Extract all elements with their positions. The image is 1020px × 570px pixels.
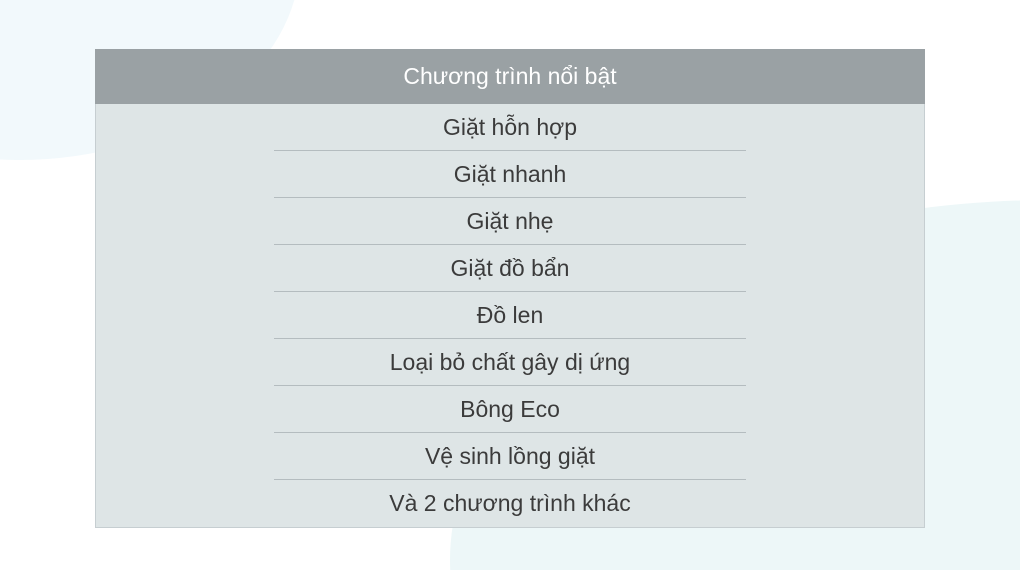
table-title: Chương trình nổi bật xyxy=(403,63,617,89)
table-row xyxy=(96,386,924,433)
table-row-label: Vệ sinh lồng giặt xyxy=(424,443,596,469)
table-row xyxy=(96,245,924,292)
table-row xyxy=(96,104,924,151)
table-row xyxy=(96,433,924,480)
table-row xyxy=(96,480,924,527)
table-row xyxy=(96,151,924,198)
table-row-label: Giặt đồ bẩn xyxy=(450,255,570,281)
table-row-label: Giặt nhẹ xyxy=(466,208,554,234)
featured-programs-table xyxy=(95,49,925,528)
table-row-label: Giặt hỗn hợp xyxy=(442,114,577,140)
table-row-label: Bông Eco xyxy=(460,396,560,422)
table-row-label: Và 2 chương trình khác xyxy=(389,490,631,516)
table-row xyxy=(96,339,924,386)
table-row xyxy=(96,198,924,245)
table-row-label: Đồ len xyxy=(476,302,544,328)
table-row-label: Giặt nhanh xyxy=(453,161,567,187)
table-row-label: Loại bỏ chất gây dị ứng xyxy=(389,349,631,375)
table-body xyxy=(96,104,924,527)
table-row xyxy=(96,292,924,339)
table-header xyxy=(95,49,925,104)
